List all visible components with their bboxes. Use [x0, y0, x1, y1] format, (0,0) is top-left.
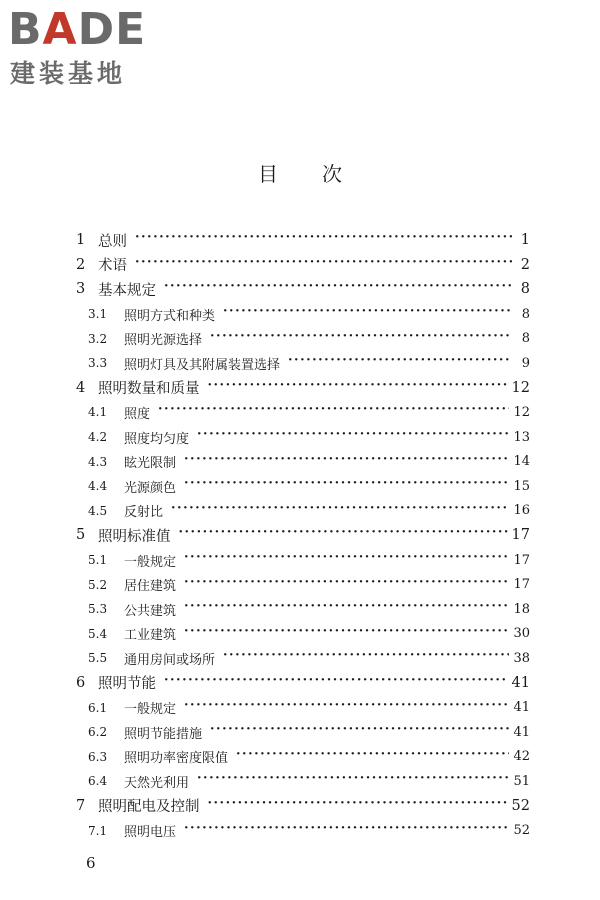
logo-letters-de: DE — [77, 4, 147, 55]
toc-entry-label: 照度 — [124, 406, 151, 422]
toc-entry-page: 1 — [520, 232, 530, 249]
toc-entry-number: 4 — [76, 379, 86, 396]
toc-entry[interactable] — [76, 376, 530, 401]
toc-entry[interactable] — [76, 425, 530, 450]
toc-entry-label: 公共建筑 — [124, 603, 177, 619]
logo-wordmark — [8, 6, 146, 54]
toc-entry-number: 3.3 — [88, 356, 108, 371]
toc-entry[interactable] — [76, 302, 530, 327]
toc-entry-number: 7 — [76, 797, 86, 814]
toc-entry-number: 7.1 — [88, 823, 108, 838]
toc-leader-dots — [184, 603, 509, 615]
brand-logo — [8, 6, 178, 92]
toc-entry[interactable] — [76, 720, 530, 745]
toc-leader-dots — [171, 505, 509, 517]
toc-entry-page: 30 — [513, 626, 530, 642]
toc-entry[interactable] — [76, 818, 530, 843]
toc-entry-page: 12 — [513, 404, 530, 420]
toc-entry-number: 6.3 — [88, 749, 108, 764]
toc-entry-page: 41 — [513, 724, 530, 740]
toc-entry-page: 16 — [513, 503, 530, 519]
toc-entry-number: 4.5 — [88, 503, 108, 518]
toc-leader-dots — [158, 406, 509, 418]
toc-entry-label: 通用房间或场所 — [124, 652, 216, 668]
toc-entry-page: 41 — [513, 700, 530, 716]
toc-entry-number: 4.2 — [88, 430, 108, 445]
toc-entry-page: 18 — [513, 601, 530, 617]
toc-entry-label: 工业建筑 — [124, 628, 177, 644]
toc-leader-dots — [208, 800, 508, 812]
toc-leader-dots — [184, 456, 509, 468]
toc-leader-dots — [197, 431, 509, 443]
toc-entry-page: 52 — [511, 797, 530, 814]
toc-entry-label: 照明功率密度限值 — [124, 751, 229, 767]
toc-entry-page: 8 — [521, 331, 530, 347]
toc-entry[interactable] — [76, 695, 530, 720]
toc-entry[interactable] — [76, 548, 530, 573]
toc-entry-number: 5.1 — [88, 553, 108, 568]
toc-entry-number: 3.2 — [88, 331, 108, 346]
toc-entry-number: 5.3 — [88, 602, 108, 617]
toc-entry-label: 眩光限制 — [124, 456, 177, 472]
toc-entry-label: 一般规定 — [124, 554, 177, 570]
toc-entry[interactable] — [76, 228, 530, 253]
toc-leader-dots — [223, 652, 509, 664]
toc-entry-label: 术语 — [98, 258, 127, 275]
toc-leader-dots — [164, 283, 512, 295]
toc-entry-label: 照明灯具及其附属装置选择 — [124, 357, 281, 373]
toc-entry-label: 总则 — [98, 233, 127, 250]
toc-leader-dots — [184, 579, 509, 591]
toc-entry-number: 6 — [76, 674, 86, 691]
toc-entry-label: 照明配电及控制 — [98, 799, 200, 816]
toc-entry[interactable] — [76, 646, 530, 671]
toc-entry-label: 基本规定 — [98, 282, 156, 299]
toc-entry-number: 1 — [76, 232, 86, 249]
logo-subtitle: 建装基地 — [10, 59, 127, 88]
toc-entry-page: 2 — [520, 256, 530, 273]
table-of-contents — [76, 228, 530, 843]
toc-entry-label: 照明标准值 — [98, 528, 171, 545]
toc-entry-label: 照明节能措施 — [124, 726, 203, 742]
toc-entry-page: 17 — [511, 527, 530, 544]
toc-entry[interactable] — [76, 351, 530, 376]
toc-entry-label: 反射比 — [124, 505, 164, 521]
toc-entry[interactable] — [76, 277, 530, 302]
toc-leader-dots — [164, 677, 508, 689]
toc-entry-number: 3 — [76, 281, 86, 298]
toc-entry-page: 13 — [513, 429, 530, 445]
toc-entry-label: 照明电压 — [124, 825, 177, 841]
toc-leader-dots — [210, 726, 509, 738]
toc-entry[interactable] — [76, 253, 530, 278]
toc-entry[interactable] — [76, 597, 530, 622]
toc-entry-number: 6.1 — [88, 700, 108, 715]
toc-entry-label: 照明节能 — [98, 676, 156, 693]
toc-entry-page: 9 — [521, 355, 530, 371]
toc-leader-dots — [208, 382, 508, 394]
toc-entry[interactable] — [76, 572, 530, 597]
toc-entry-number: 5.2 — [88, 577, 108, 592]
toc-entry-number: 3.1 — [88, 307, 108, 322]
toc-entry[interactable] — [76, 449, 530, 474]
toc-entry-label: 照明光源选择 — [124, 333, 203, 349]
toc-leader-dots — [223, 308, 512, 320]
logo-letter-a: A — [42, 4, 78, 55]
toc-entry-number: 4.3 — [88, 454, 108, 469]
toc-entry-page: 8 — [520, 281, 530, 298]
toc-entry-label: 光源颜色 — [124, 480, 177, 496]
toc-leader-dots — [236, 751, 509, 763]
toc-entry[interactable] — [76, 474, 530, 499]
toc-entry-label: 天然光利用 — [124, 775, 190, 791]
toc-entry[interactable] — [76, 769, 530, 794]
toc-entry-label: 照明方式和种类 — [124, 308, 216, 324]
toc-entry-page: 8 — [521, 306, 530, 322]
toc-leader-dots — [184, 825, 509, 837]
toc-entry-page: 17 — [513, 552, 530, 568]
toc-entry-page: 15 — [513, 478, 530, 494]
toc-leader-dots — [210, 333, 512, 345]
toc-leader-dots — [184, 628, 509, 640]
toc-leader-dots — [197, 775, 509, 787]
toc-leader-dots — [288, 357, 512, 369]
toc-entry-label: 照度均匀度 — [124, 431, 190, 447]
toc-entry[interactable] — [76, 622, 530, 647]
toc-entry[interactable] — [76, 794, 530, 819]
toc-entry-page: 51 — [513, 773, 530, 789]
toc-entry-page: 41 — [511, 674, 530, 691]
toc-leader-dots — [184, 480, 509, 492]
page-number: 6 — [86, 854, 96, 872]
toc-entry-number: 4.1 — [88, 405, 108, 420]
toc-entry[interactable] — [76, 499, 530, 524]
toc-leader-dots — [179, 529, 508, 541]
toc-entry-page: 12 — [511, 379, 530, 396]
toc-entry-number: 5.5 — [88, 651, 108, 666]
toc-entry[interactable] — [76, 671, 530, 696]
toc-entry-label: 居住建筑 — [124, 579, 177, 595]
toc-entry-number: 2 — [76, 256, 86, 273]
toc-entry-page: 14 — [513, 454, 530, 470]
toc-entry-page: 38 — [513, 650, 530, 666]
toc-entry-number: 6.2 — [88, 725, 108, 740]
toc-entry[interactable] — [76, 400, 530, 425]
toc-entry-page: 42 — [513, 749, 530, 765]
toc-entry[interactable] — [76, 326, 530, 351]
toc-entry-number: 6.4 — [88, 774, 108, 789]
toc-leader-dots — [184, 702, 509, 714]
toc-leader-dots — [135, 259, 512, 271]
toc-entry-number: 5.4 — [88, 626, 108, 641]
toc-entry[interactable] — [76, 523, 530, 548]
toc-entry-page: 52 — [513, 823, 530, 839]
toc-entry-label: 照明数量和质量 — [98, 381, 200, 398]
toc-entry[interactable] — [76, 744, 530, 769]
toc-entry-number: 4.4 — [88, 479, 108, 494]
page-title: 目次 — [258, 162, 386, 186]
toc-entry-number: 5 — [76, 527, 86, 544]
logo-letter-b: B — [8, 4, 43, 55]
toc-leader-dots — [135, 234, 512, 246]
toc-entry-label: 一般规定 — [124, 702, 177, 718]
toc-entry-page: 17 — [513, 577, 530, 593]
toc-leader-dots — [184, 554, 509, 566]
